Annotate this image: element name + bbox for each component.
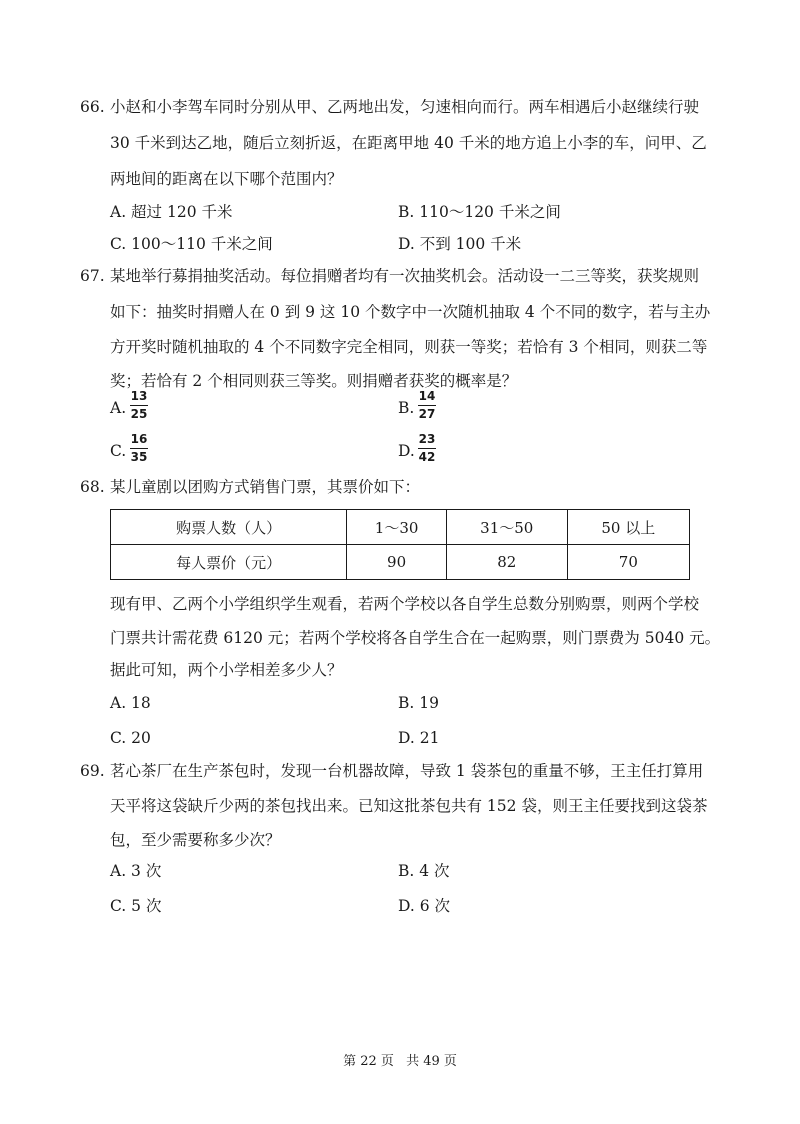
ticket-price-table bbox=[110, 509, 690, 580]
question-intro: 某儿童剧以团购方式销售门票，其票价如下： bbox=[110, 478, 421, 496]
table-cell: 购票人数（人） bbox=[111, 510, 347, 545]
denominator: 35 bbox=[130, 450, 148, 464]
option-c: C. 100～110 千米之间 bbox=[110, 235, 273, 253]
fraction-bar bbox=[130, 405, 148, 406]
option-a-letter: A. bbox=[110, 399, 127, 417]
table-cell: 90 bbox=[347, 545, 447, 580]
question-text-line: 茗心茶厂在生产茶包时，发现一台机器故障，导致 1 袋茶包的重量不够，王主任打算用 bbox=[110, 762, 704, 780]
page-number: 第 22 页 bbox=[343, 1054, 394, 1069]
numerator: 14 bbox=[418, 389, 436, 403]
page-footer bbox=[0, 1050, 800, 1069]
option-b: B. 4 次 bbox=[398, 862, 450, 880]
question-number: 66. bbox=[80, 98, 105, 116]
option-d: D. 21 bbox=[398, 729, 440, 747]
table-cell: 每人票价（元） bbox=[111, 545, 347, 580]
question-text-line: 包，至少需要称多少次？ bbox=[110, 831, 281, 849]
question-text-line: 据此可知，两个小学相差多少人？ bbox=[110, 661, 343, 679]
question-number: 68. bbox=[80, 478, 105, 496]
option-c: C. 20 bbox=[110, 729, 151, 747]
option-c-fraction bbox=[130, 432, 148, 465]
option-b: B. 110～120 千米之间 bbox=[398, 203, 561, 221]
table-cell: 31～50 bbox=[446, 510, 567, 545]
option-b-letter: B. bbox=[398, 399, 415, 417]
question-text-line: 如下：抽奖时捐赠人在 0 到 9 这 10 个数字中一次随机抽取 4 个不同的数字，若与主办 bbox=[110, 303, 711, 321]
option-d-letter: D. bbox=[398, 442, 415, 460]
question-text-line: 现有甲、乙两个小学组织学生观看，若两个学校以各自学生总数分别购票，则两个学校 bbox=[110, 595, 700, 613]
question-text-line: 门票共计需花费 6120 元；若两个学校将各自学生合在一起购票，则门票费为 5040 元。 bbox=[110, 629, 721, 647]
numerator: 13 bbox=[130, 389, 148, 403]
question-text-line: 小赵和小李驾车同时分别从甲、乙两地出发，匀速相向而行。两车相遇后小赵继续行驶 bbox=[110, 98, 700, 116]
option-b-fraction bbox=[418, 389, 436, 422]
question-number: 67. bbox=[80, 267, 105, 285]
fraction-bar bbox=[418, 405, 436, 406]
question-text-line: 天平将这袋缺斤少两的茶包找出来。已知这批茶包共有 152 袋，则王主任要找到这袋茶 bbox=[110, 797, 708, 815]
option-a: A. 超过 120 千米 bbox=[110, 203, 233, 221]
page-total: 共 49 页 bbox=[406, 1054, 457, 1069]
question-text-line: 30 千米到达乙地，随后立刻折返，在距离甲地 40 千米的地方追上小李的车，问甲、乙 bbox=[110, 134, 707, 152]
option-c-letter: C. bbox=[110, 442, 127, 460]
question-text-line: 两地间的距离在以下哪个范围内？ bbox=[110, 170, 343, 188]
table-cell: 82 bbox=[446, 545, 567, 580]
question-text-line: 某地举行募捐抽奖活动。每位捐赠者均有一次抽奖机会。活动设一二三等奖，获奖规则 bbox=[110, 267, 700, 285]
option-a-fraction bbox=[130, 389, 148, 422]
denominator: 42 bbox=[418, 450, 436, 464]
option-a: A. 3 次 bbox=[110, 862, 162, 880]
option-a: A. 18 bbox=[110, 694, 151, 712]
option-b: B. 19 bbox=[398, 694, 439, 712]
option-c: C. 5 次 bbox=[110, 897, 162, 915]
fraction-bar bbox=[418, 448, 436, 449]
option-d: D. 6 次 bbox=[398, 897, 451, 915]
option-d-fraction bbox=[418, 432, 436, 465]
question-text-line: 方开奖时随机抽取的 4 个不同数字完全相同，则获一等奖；若恰有 3 个相同，则获二等 bbox=[110, 338, 708, 356]
table-row bbox=[111, 510, 690, 545]
table-cell: 1～30 bbox=[347, 510, 447, 545]
option-d: D. 不到 100 千米 bbox=[398, 235, 522, 253]
table-cell: 50 以上 bbox=[567, 510, 689, 545]
question-text-line: 奖；若恰有 2 个相同则获三等奖。则捐赠者获奖的概率是？ bbox=[110, 372, 518, 390]
fraction-bar bbox=[130, 448, 148, 449]
numerator: 16 bbox=[130, 432, 148, 446]
denominator: 27 bbox=[418, 407, 436, 421]
table-row bbox=[111, 545, 690, 580]
table-cell: 70 bbox=[567, 545, 689, 580]
denominator: 25 bbox=[130, 407, 148, 421]
question-number: 69. bbox=[80, 762, 105, 780]
numerator: 23 bbox=[418, 432, 436, 446]
